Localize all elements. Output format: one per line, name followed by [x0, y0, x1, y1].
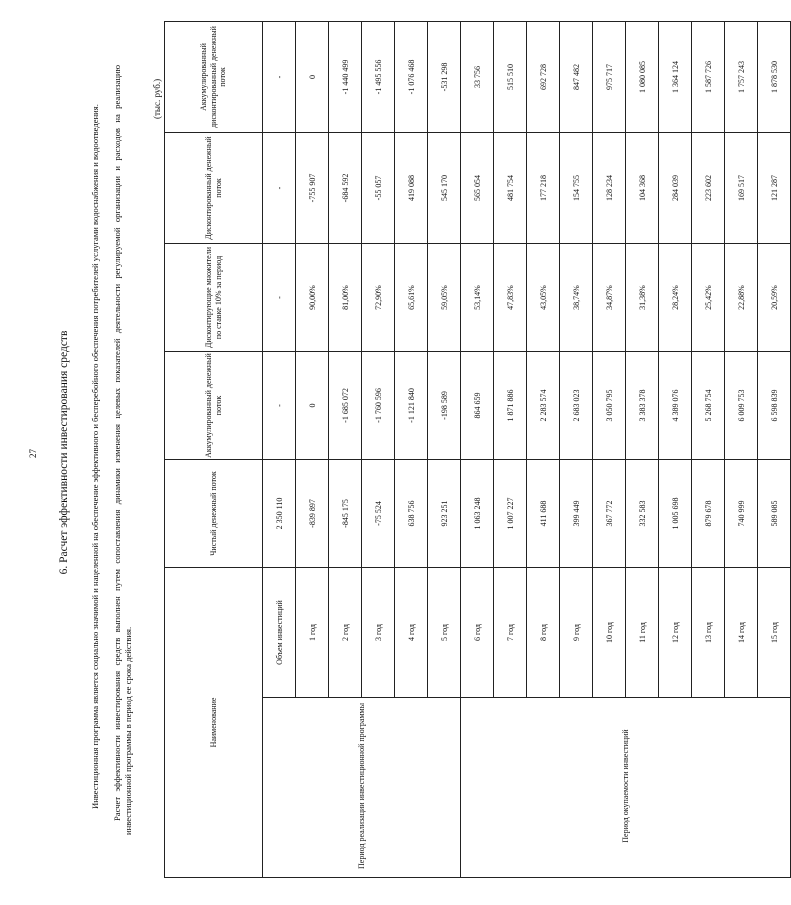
header-cum-disc-flow: Аккумулированный дисконтированный денежный поток — [165, 22, 263, 133]
cell-disc: 154 755 — [560, 133, 593, 244]
cell-discount: 65,61% — [395, 244, 428, 352]
cell-cum: 0 — [296, 352, 329, 460]
cell-cum: 4 389 076 — [659, 352, 692, 460]
cell-net: -75 524 — [362, 460, 395, 568]
cell-invest-net: 2 350 110 — [263, 460, 296, 568]
cell-cum: 6 598 839 — [758, 352, 791, 460]
table-row — [461, 22, 494, 878]
cell-cum: 864 659 — [461, 352, 494, 460]
cell-discount: 90,00% — [296, 244, 329, 352]
cell-disc: -755 907 — [296, 133, 329, 244]
table-header-row — [165, 22, 263, 878]
cell-cum-disc: 692 728 — [527, 22, 560, 133]
cell-net: 332 583 — [626, 460, 659, 568]
cell-cum: -1 760 596 — [362, 352, 395, 460]
cell-year: 15 год — [758, 568, 791, 698]
cell-cum: 2 683 023 — [560, 352, 593, 460]
cell-disc: 419 088 — [395, 133, 428, 244]
cell-cum-disc: 0 — [296, 22, 329, 133]
paragraph-2: Расчет эффективности инвестирования средств выполнен путем сопоставления динамики изменения целевых показателей деятельности регулируемой организации и расходов на реализацию инвестиционной программы в период ее срока действия. — [112, 65, 133, 835]
cell-year: 11 год — [626, 568, 659, 698]
cell-invest-disc: - — [263, 133, 296, 244]
cell-cum-disc: 1 757 243 — [725, 22, 758, 133]
cell-year: 6 год — [461, 568, 494, 698]
cell-discount: 72,90% — [362, 244, 395, 352]
cell-cum-disc: 1 587 726 — [692, 22, 725, 133]
cell-discount: 20,59% — [758, 244, 791, 352]
cell-disc: -55 057 — [362, 133, 395, 244]
cell-discount: 28,24% — [659, 244, 692, 352]
cell-cum-disc: 33 756 — [461, 22, 494, 133]
cell-invest-label: Объем инвестиций — [263, 568, 296, 698]
cell-discount: 53,14% — [461, 244, 494, 352]
cell-discount: 43,05% — [527, 244, 560, 352]
cell-cum-disc: 975 717 — [593, 22, 626, 133]
cell-discount: 38,74% — [560, 244, 593, 352]
cell-cum: 3 050 795 — [593, 352, 626, 460]
cell-disc: 284 039 — [659, 133, 692, 244]
cell-discount: 59,05% — [428, 244, 461, 352]
cell-invest-discount: - — [263, 244, 296, 352]
cell-net: 367 772 — [593, 460, 626, 568]
cell-cum-disc: -1 076 468 — [395, 22, 428, 133]
cell-net: 923 251 — [428, 460, 461, 568]
cell-discount: 47,83% — [494, 244, 527, 352]
cell-cum-disc: 515 510 — [494, 22, 527, 133]
cell-discount: 81,00% — [329, 244, 362, 352]
cell-net: 1 007 227 — [494, 460, 527, 568]
cell-discount: 22,88% — [725, 244, 758, 352]
cell-cum-disc: -1 495 556 — [362, 22, 395, 133]
cell-year: 10 год — [593, 568, 626, 698]
cell-disc: 545 170 — [428, 133, 461, 244]
cell-cum-disc: 1 080 085 — [626, 22, 659, 133]
cell-disc: 104 368 — [626, 133, 659, 244]
cell-cum: -1 685 072 — [329, 352, 362, 460]
cell-disc: 177 218 — [527, 133, 560, 244]
cell-year: 4 год — [395, 568, 428, 698]
cell-disc: 565 054 — [461, 133, 494, 244]
cell-year: 3 год — [362, 568, 395, 698]
investment-efficiency-table — [164, 21, 791, 878]
cell-cum: 2 283 574 — [527, 352, 560, 460]
cell-net: 879 678 — [692, 460, 725, 568]
cell-year: 12 год — [659, 568, 692, 698]
unit-label: (тыс. руб.) — [152, 78, 162, 119]
cell-disc: -684 592 — [329, 133, 362, 244]
section-title: 6. Расчет эффективности инвестирования средств — [58, 330, 70, 575]
cell-discount: 25,42% — [692, 244, 725, 352]
cell-disc: 128 234 — [593, 133, 626, 244]
cell-cum-disc: -531 298 — [428, 22, 461, 133]
cell-net: 589 085 — [758, 460, 791, 568]
page-number: 27 — [28, 449, 38, 458]
cell-cum-disc: 1 878 530 — [758, 22, 791, 133]
cell-invest-cum-disc: - — [263, 22, 296, 133]
header-cum-flow: Аккумулированный денежный поток — [165, 352, 263, 460]
cell-year: 2 год — [329, 568, 362, 698]
cell-net: 399 449 — [560, 460, 593, 568]
cell-net: 1 005 698 — [659, 460, 692, 568]
paragraph-1: Инвестиционная программа является социально значимой и нацеленной на обеспечение эффективного и бесперебойного обеспечения потребителей услугами водоснабжения и водоотведения. — [90, 104, 100, 809]
cell-cum: 5 268 754 — [692, 352, 725, 460]
cell-year: 1 год — [296, 568, 329, 698]
cell-year: 8 год — [527, 568, 560, 698]
cell-year: 13 год — [692, 568, 725, 698]
cell-discount: 31,38% — [626, 244, 659, 352]
cell-year: 14 год — [725, 568, 758, 698]
cell-disc: 169 517 — [725, 133, 758, 244]
header-discount: Дисконтирующие множители по ставке 10% за период — [165, 244, 263, 352]
cell-cum-disc: -1 440 499 — [329, 22, 362, 133]
header-name: Наименование — [165, 568, 263, 878]
cell-cum: 3 383 378 — [626, 352, 659, 460]
cell-year: 9 год — [560, 568, 593, 698]
cell-cum: -198 589 — [428, 352, 461, 460]
cell-disc: 223 602 — [692, 133, 725, 244]
cell-disc: 481 754 — [494, 133, 527, 244]
cell-net: 411 688 — [527, 460, 560, 568]
cell-cum: 1 871 886 — [494, 352, 527, 460]
cell-net: 740 999 — [725, 460, 758, 568]
cell-net: -839 897 — [296, 460, 329, 568]
cell-year: 7 год — [494, 568, 527, 698]
cell-cum: 6 009 753 — [725, 352, 758, 460]
cell-cum-disc: 847 482 — [560, 22, 593, 133]
cell-discount: 34,87% — [593, 244, 626, 352]
cell-net: 638 756 — [395, 460, 428, 568]
cell-cum: -1 121 840 — [395, 352, 428, 460]
group-implementation: Период реализации инвестиционной программы — [263, 698, 461, 878]
cell-year: 5 год — [428, 568, 461, 698]
group-payback: Период окупаемости инвестиций — [461, 698, 791, 878]
cell-cum-disc: 1 364 124 — [659, 22, 692, 133]
cell-disc: 121 287 — [758, 133, 791, 244]
table-row-invest — [263, 22, 296, 878]
cell-invest-cum: - — [263, 352, 296, 460]
header-net-flow: Чистый денежный поток — [165, 460, 263, 568]
cell-net: 1 063 248 — [461, 460, 494, 568]
cell-net: -845 175 — [329, 460, 362, 568]
header-disc-flow: Дисконтированный денежный поток — [165, 133, 263, 244]
